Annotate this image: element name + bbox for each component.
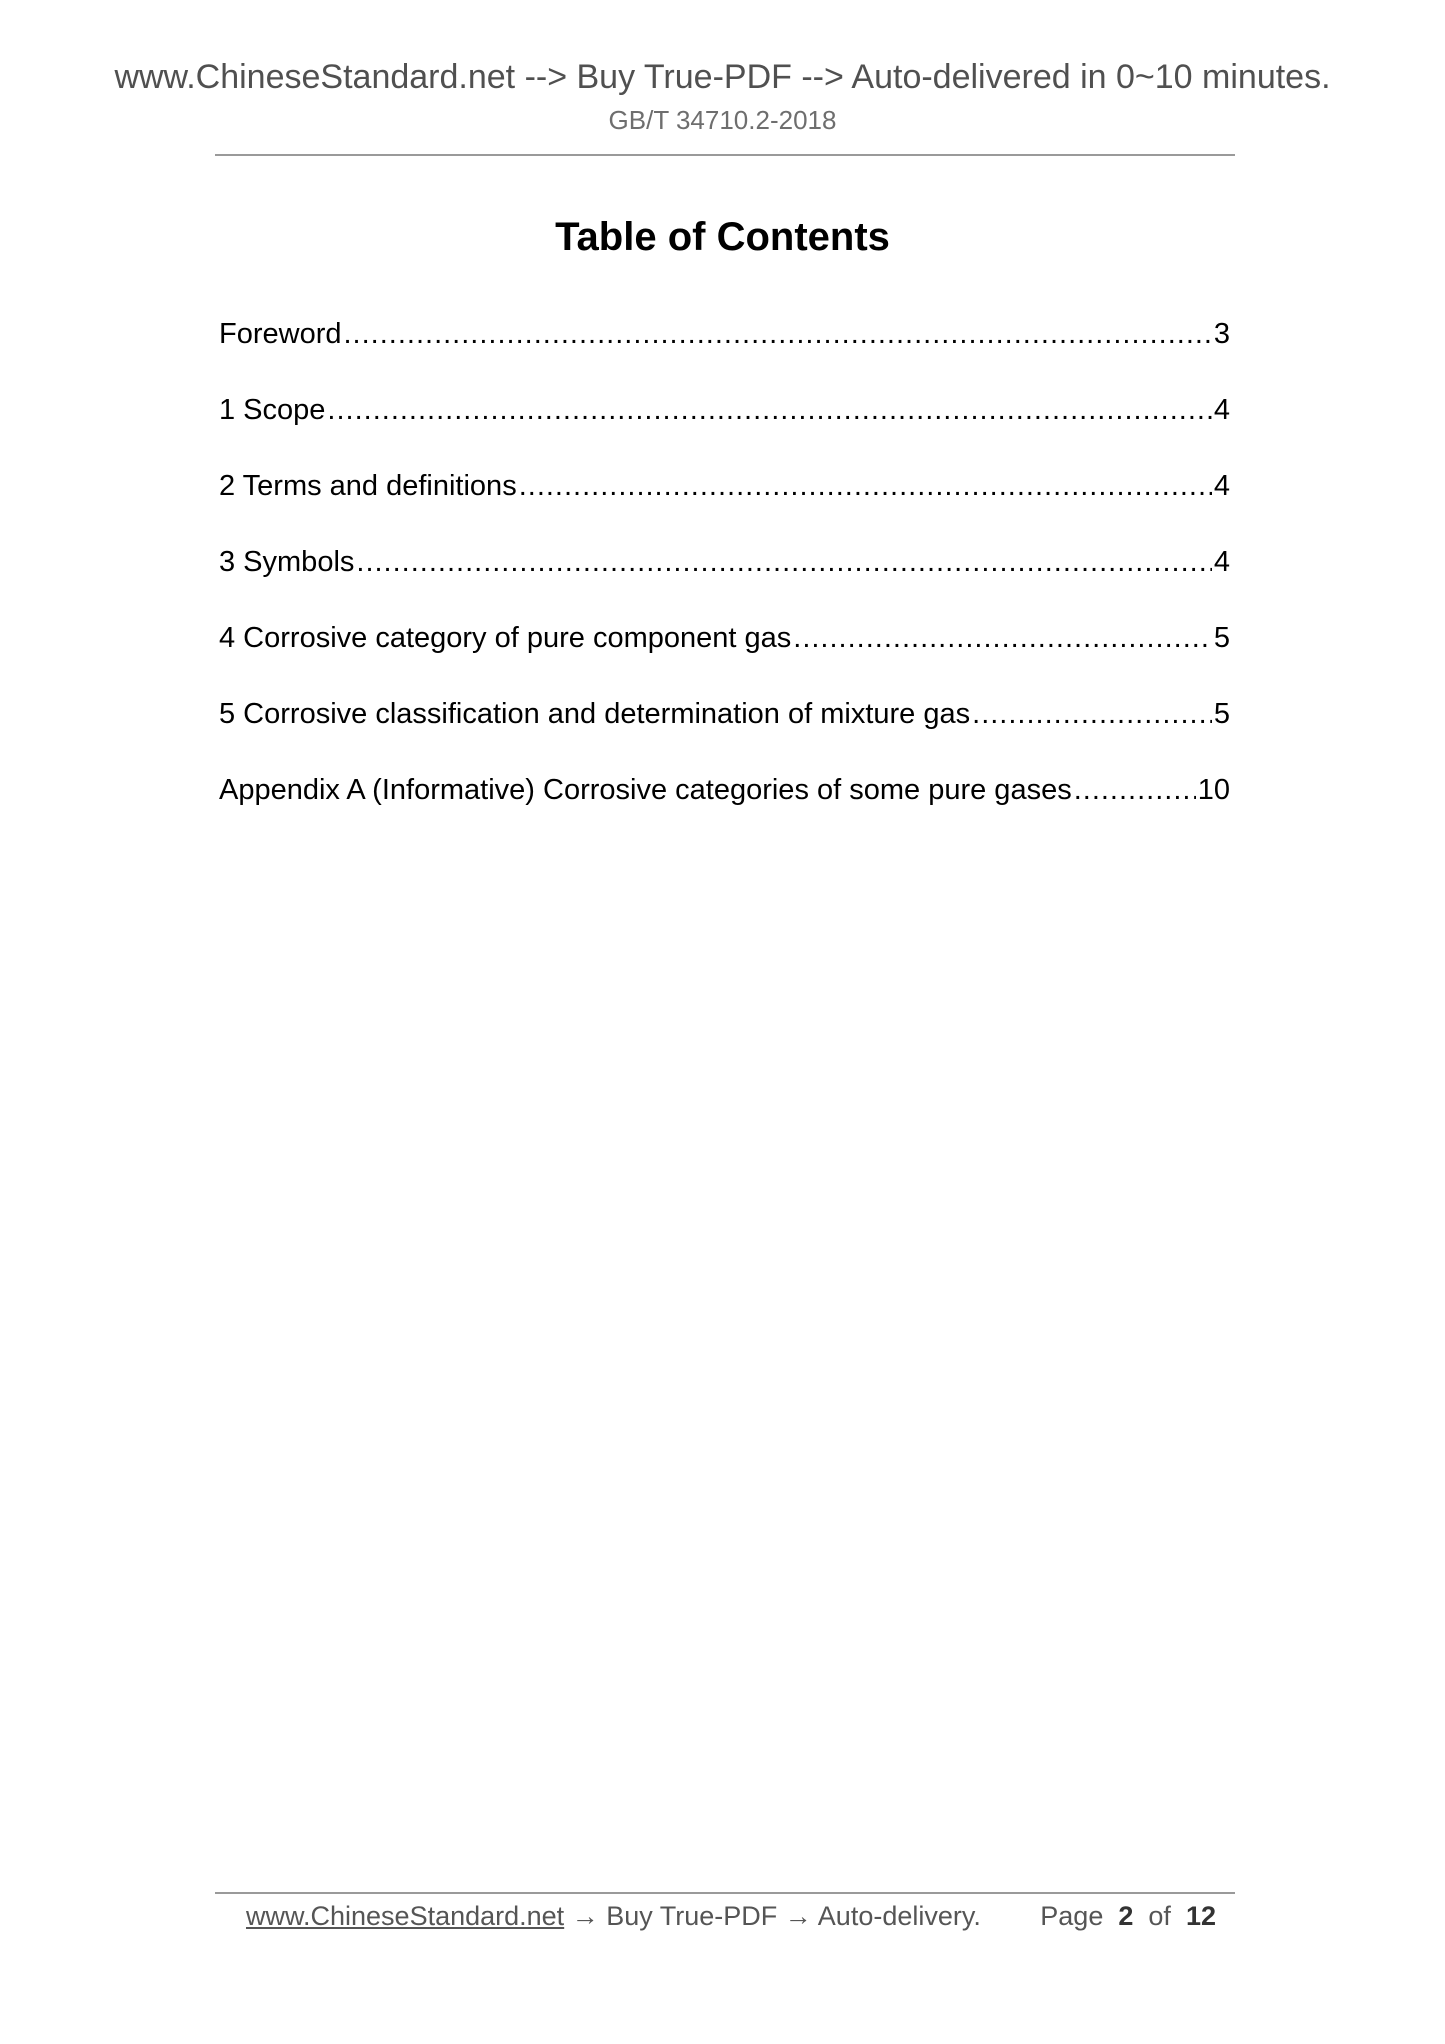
dot-leader (1074, 768, 1196, 812)
dot-leader (972, 692, 1212, 736)
page-indicator (1040, 1894, 1216, 1938)
current-page-number: 2 (1118, 1901, 1134, 1931)
toc-entry-page: 3 (1213, 318, 1230, 350)
footer (246, 1894, 1216, 1938)
dot-leader (519, 464, 1212, 508)
toc-entry-label: 4 Corrosive category of pure component gas (219, 622, 792, 654)
header-banner: www.ChineseStandard.net --> Buy True-PDF --> Auto-delivered in 0~10 minutes. (114, 58, 1331, 96)
toc-entry-page: 4 (1213, 394, 1230, 426)
toc-entry-label: Foreword (219, 318, 342, 350)
toc-entry-label: 2 Terms and definitions (219, 470, 517, 502)
toc-entry-terms-and-definitions[interactable] (219, 464, 1230, 540)
toc-entry-mixture-gas[interactable] (219, 692, 1230, 768)
toc-entry-label: 5 Corrosive classification and determination of mixture gas (219, 698, 971, 730)
footer-delivery-text: Auto-delivery. (817, 1901, 981, 1931)
table-of-contents (219, 312, 1230, 844)
toc-entry-foreword[interactable] (219, 312, 1230, 388)
toc-entry-label: Appendix A (Informative) Corrosive categories of some pure gases (219, 774, 1072, 806)
dot-leader (327, 388, 1211, 432)
website-link[interactable]: www.ChineseStandard.net (246, 1901, 565, 1931)
document-id: GB/T 34710.2-2018 (608, 105, 837, 135)
toc-entry-page: 4 (1213, 470, 1230, 502)
dot-leader (793, 616, 1212, 660)
toc-entry-page: 10 (1197, 774, 1230, 806)
toc-entry-symbols[interactable] (219, 540, 1230, 616)
arrow-right-icon: → (784, 1901, 812, 1931)
toc-entry-page: 5 (1213, 698, 1230, 730)
toc-entry-appendix-a[interactable] (219, 768, 1230, 844)
toc-entry-page: 4 (1213, 546, 1230, 578)
footer-buy-text: Buy True-PDF (606, 1901, 778, 1931)
page-word: Page (1040, 1901, 1104, 1931)
dot-leader (344, 312, 1212, 356)
toc-entry-label: 3 Symbols (219, 546, 355, 578)
page-title: Table of Contents (555, 215, 890, 259)
toc-entry-pure-component-gas[interactable] (219, 616, 1230, 692)
of-word: of (1148, 1901, 1171, 1931)
toc-entry-page: 5 (1213, 622, 1230, 654)
dot-leader (356, 540, 1211, 584)
toc-entry-label: 1 Scope (219, 394, 326, 426)
total-pages-number: 12 (1185, 1901, 1216, 1931)
header-divider (215, 154, 1235, 156)
arrow-right-icon: → (571, 1901, 599, 1931)
toc-entry-scope[interactable] (219, 388, 1230, 464)
